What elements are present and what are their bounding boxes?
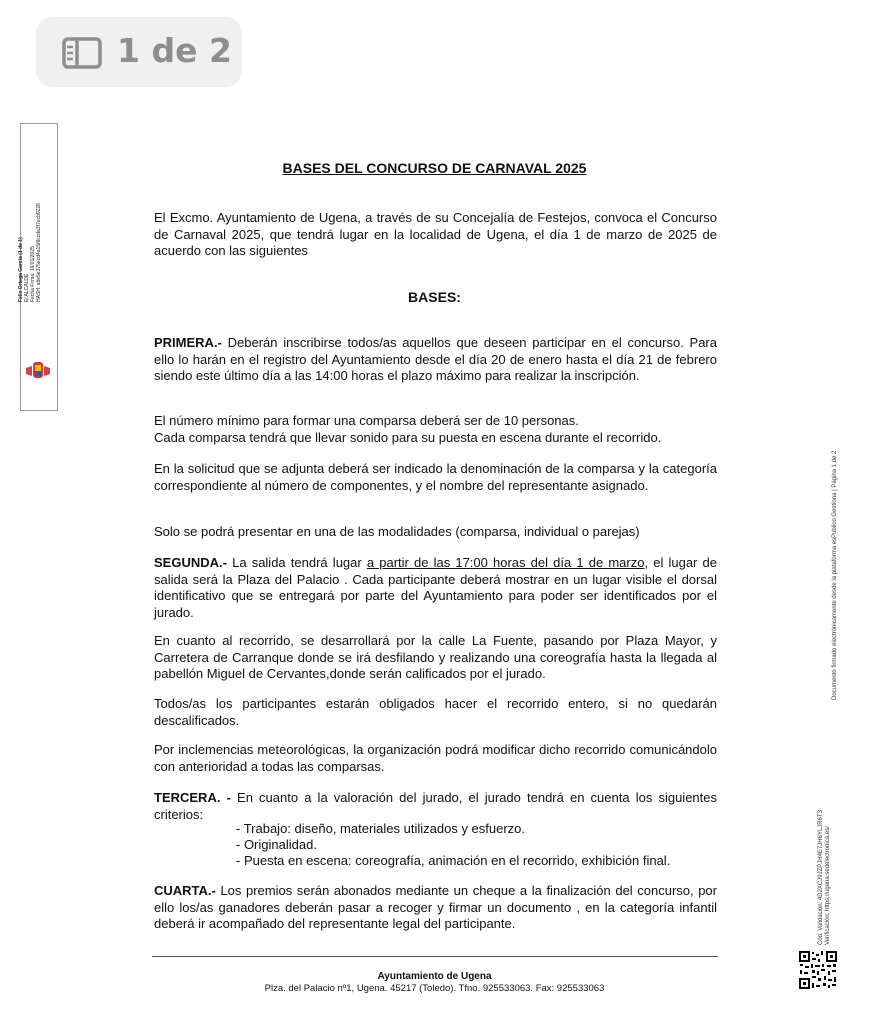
municipal-crest-icon xyxy=(24,360,52,382)
criterio-item: - Puesta en escena: coreografía, animación en el recorrido, exhibición final. xyxy=(236,853,671,868)
criterio-item: - Trabajo: diseño, materiales utilizados y esfuerzo. xyxy=(236,821,526,836)
validation-code: Cód. Validación: 4D2XCJ9JZPJH4E7JH6YLJR6T3 xyxy=(818,810,824,945)
validation-url: Verificación: https://ugena.sedelectronica.es/ xyxy=(825,826,831,945)
cuarta-text: Los premios serán abonados mediante un cheque a la finalización del concurso, por ello los/as ganadores deberán pasar a recoger y firmar un documento , en la categoría infantil deberá ir acompañado del representante legal del participante. xyxy=(154,883,717,931)
minimo-paragraph xyxy=(154,413,717,446)
signature-text xyxy=(18,52,42,302)
footer-address: Plza. del Palacio nº1, Ugena. 45217 (Toledo). Tfno. 925533063. Fax: 925533063 xyxy=(264,983,605,994)
footer-organization: Ayuntamiento de Ugena xyxy=(377,971,492,982)
segunda-paragraph xyxy=(154,555,717,621)
signature-hash: HASH: abe5e375ecd4a15f8ccda3f7ecb9228 xyxy=(36,203,42,302)
signature-date: Fecha Firma: 16/01/2025 xyxy=(30,246,36,302)
document-title: BASES DEL CONCURSO DE CARNAVAL 2025 xyxy=(282,160,587,176)
validation-text xyxy=(818,635,832,945)
sidebar-panel-icon[interactable] xyxy=(62,37,102,69)
inclemencias-paragraph: Por inclemencias meteorológicas, la organización podrá modificar dicho recorrido comunicándolo con anterioridad a todas las comparsas. xyxy=(154,742,717,774)
cuarta-paragraph xyxy=(154,883,717,933)
page-count-label: 1 de 2 xyxy=(117,31,232,70)
qr-code-icon[interactable] xyxy=(798,950,838,990)
recorrido-paragraph: En cuanto al recorrido, se desarrollará por la calle La Fuente, pasando por Plaza Mayor, y Carretera de Carranque donde se irá desfilando y realizando una coreografía hasta la llegada al pabellón Miguel de Cervantes,donde serán calificados por el jurado. xyxy=(154,633,717,681)
primera-label: PRIMERA.- xyxy=(154,335,222,350)
minimo-line-2: Cada comparsa tendrá que llevar sonido para su puesta en escena durante el recorrido. xyxy=(154,429,662,445)
primera-text: Deberán inscribirse todos/as aquellos que deseen participar en el concurso. Para ello lo harán en el registro del Ayuntamiento desde el día 20 de enero hasta el día 21 de febrero siendo este último día a las 14:00 horas el plazo máximo para realizar la inscripción. xyxy=(154,335,717,383)
tercera-text: En cuanto a la valoración del jurado, el jurado tendrá en cuenta los siguientes criterios: xyxy=(154,790,717,822)
cuarta-label: CUARTA.- xyxy=(154,883,216,898)
obligados-paragraph: Todos/as los participantes estarán obligados hacer el recorrido entero, si no quedarán descalificados. xyxy=(154,696,717,728)
intro-paragraph: El Excmo. Ayuntamiento de Ugena, a través de su Concejalía de Festejos, convoca el Concurso de Carnaval 2025, que tendrá lugar en la localidad de Ugena, el día 1 de marzo de 2025 de acuerdo con las siguientes xyxy=(154,210,717,258)
tercera-paragraph xyxy=(154,790,717,823)
minimo-line-1: El número mínimo para formar una comparsa deberá ser de 10 personas. xyxy=(154,413,579,428)
bases-heading: BASES: xyxy=(408,289,461,305)
platform-note: Documento firmado electrónicamente desde la plataforma esPublico Gestiona | Página 1 de 2 xyxy=(832,450,838,700)
segunda-post: , el lugar de salida será la Plaza del Palacio . Cada participante deberá mostrar en un lugar visible el dorsal identificativo que se entregará por parte del Ayuntamiento para poder ser identificados por el jurado. xyxy=(154,555,717,620)
segunda-pre: La salida tendrá lugar xyxy=(232,555,362,570)
modalidades-paragraph: Solo se podrá presentar en una de las modalidades (comparsa, individual o parejas) xyxy=(154,524,640,539)
footer-divider xyxy=(152,956,718,957)
solicitud-paragraph: En la solicitud que se adjunta deberá ser indicado la denominación de la comparsa y la categoría correspondiente al número de componentes, y el nombre del representante asignado. xyxy=(154,461,717,493)
segunda-label: SEGUNDA.- xyxy=(154,555,227,570)
criterio-item: - Originalidad. xyxy=(236,837,317,852)
signer-name: Félix Ortega García (1 de 1) xyxy=(18,237,24,302)
primera-paragraph xyxy=(154,335,717,385)
segunda-underlined: a partir de las 17:00 horas del día 1 de marzo xyxy=(366,555,645,570)
page-indicator[interactable] xyxy=(36,17,242,87)
tercera-label: TERCERA. - xyxy=(154,790,231,805)
signer-role: El ALCALDE xyxy=(24,273,30,302)
